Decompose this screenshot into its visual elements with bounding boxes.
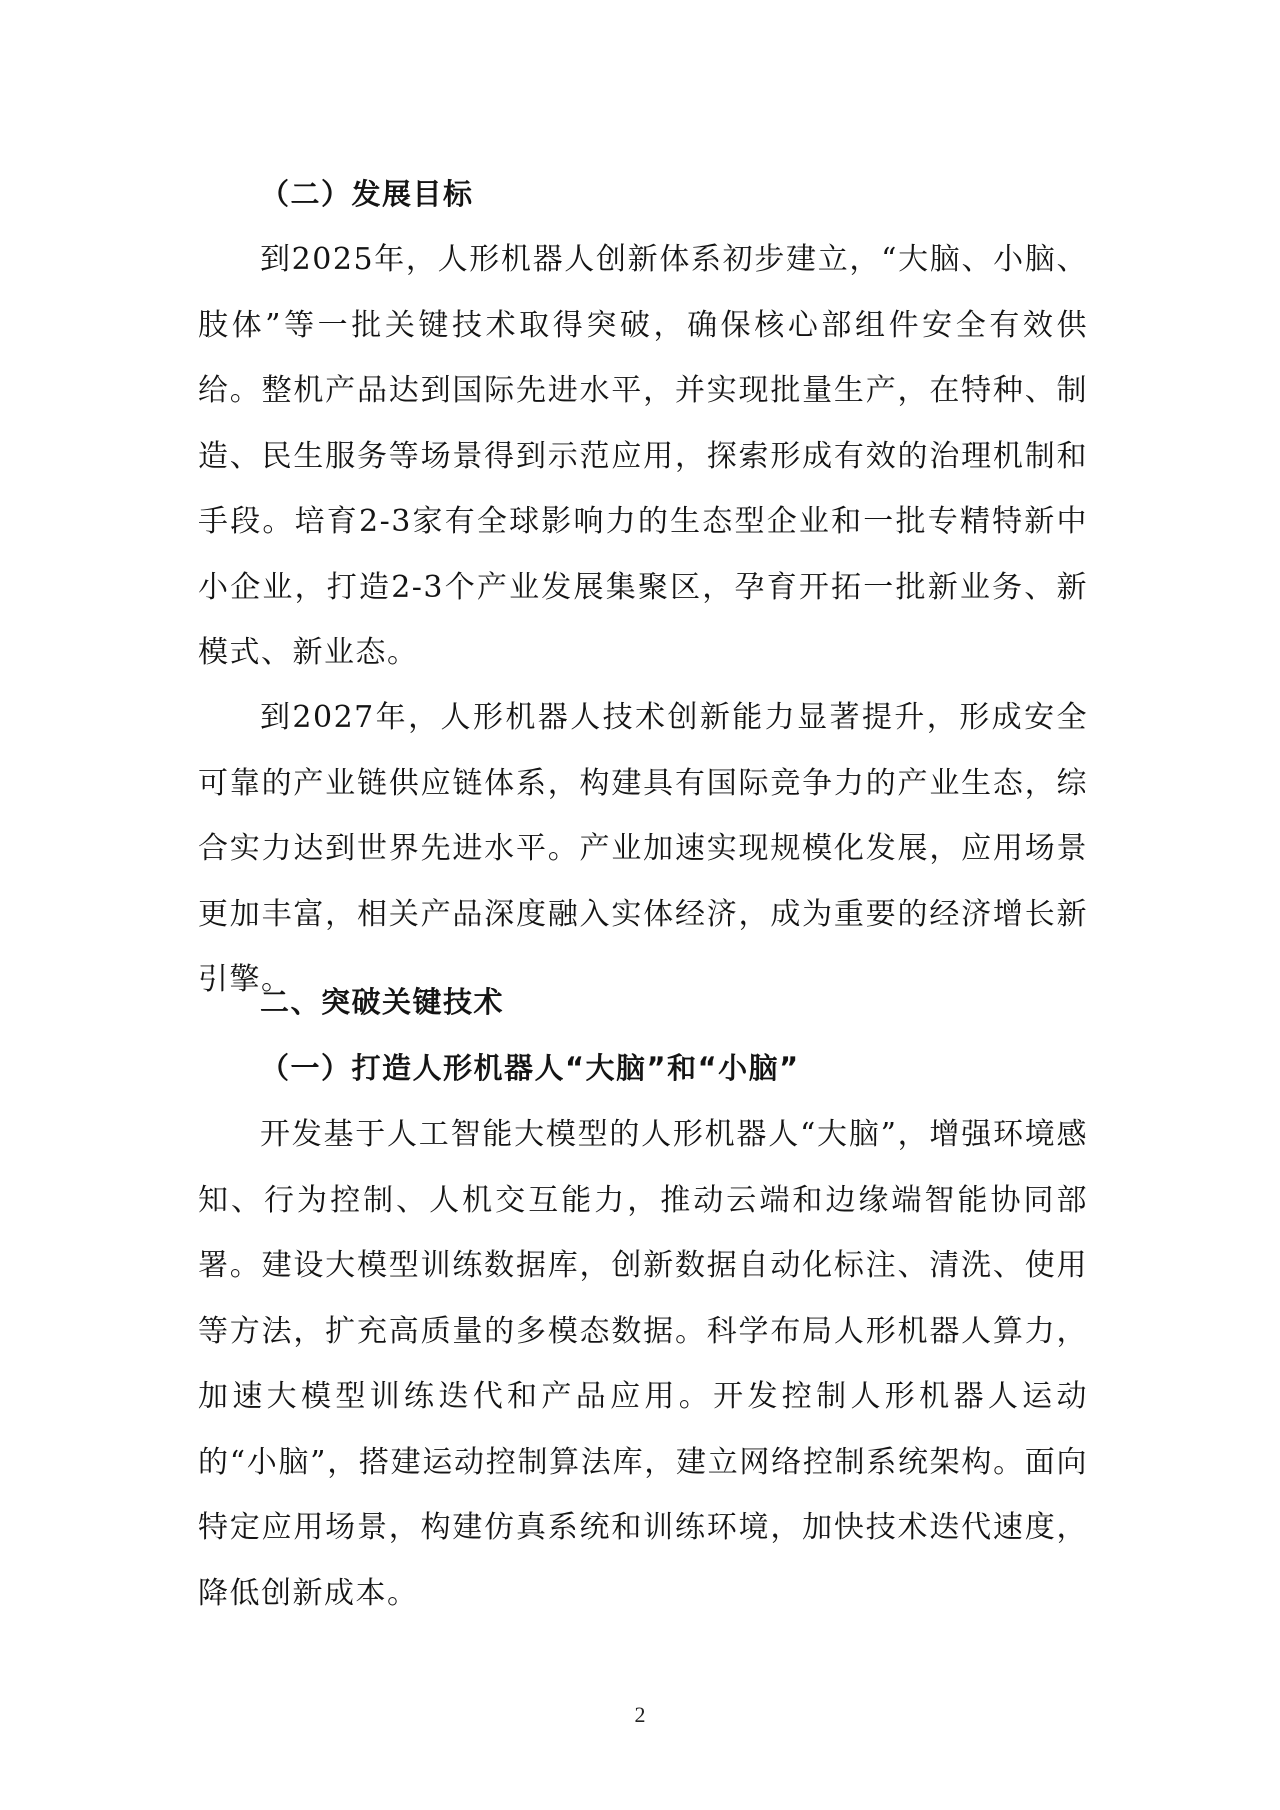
subsection-heading-brain-cerebellum: （一）打造人形机器人“大脑”和“小脑” (260, 1051, 800, 1085)
page-number: 2 (634, 1702, 646, 1727)
paragraph-brain-cerebellum: 开发基于人工智能大模型的人形机器人“大脑”，增强环境感知、行为控制、人机交互能力，推动云端和边缘端智能协同部署。建设大模型训练数据库，创新数据自动化标注、清洗、使用等方法，扩充高质量的多模态数据。科学布局人形机器人算力，加速大模型训练迭代和产品应用。开发控制人形机器人运动的“小脑”，搭建运动控制算法库，建立网络控制系统架构。面向特定应用场景，构建仿真系统和训练环境，加快技术迭代速度，降低创新成本。 (198, 1117, 1088, 1611)
paragraph-2025-goals: 到2025年，人形机器人创新体系初步建立，“大脑、小脑、肢体”等一批关键技术取得突破，确保核心部组件安全有效供给。整机产品达到国际先进水平，并实现批量生产，在特种、制造、民生服务等场景得到示范应用，探索形成有效的治理机制和手段。培育2-3家有全球影响力的生态型企业和一批专精特新中小企业，打造2-3个产业发展集聚区，孕育开拓一批新业务、新模式、新业态。 (198, 242, 1088, 670)
section-heading-development-goals: （二）发展目标 (260, 177, 474, 211)
chapter-heading-key-technologies: 二、突破关键技术 (260, 985, 505, 1019)
paragraph-2027-goals: 到2027年，人形机器人技术创新能力显著提升，形成安全可靠的产业链供应链体系，构建具有国际竞争力的产业生态，综合实力达到世界先进水平。产业加速实现规模化发展，应用场景更加丰富，相关产品深度融入实体经济，成为重要的经济增长新引擎。 (198, 700, 1088, 997)
